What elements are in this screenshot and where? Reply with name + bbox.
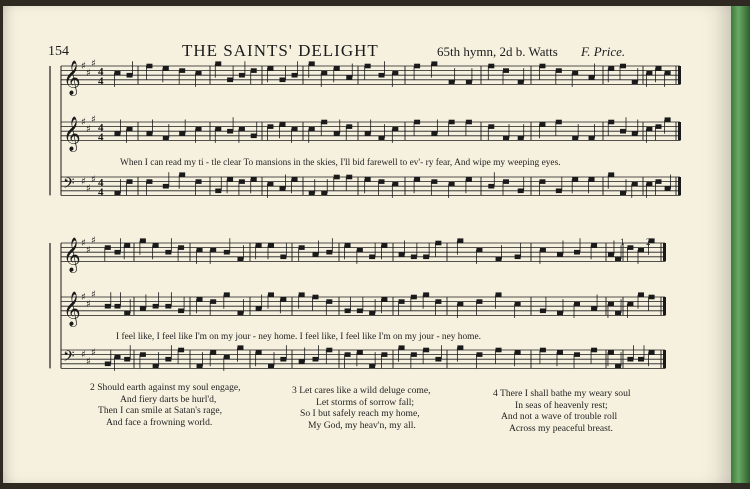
note-head [665, 186, 671, 191]
note-head [357, 248, 363, 253]
note-head [646, 127, 652, 132]
note-head [399, 345, 405, 350]
note-head [292, 73, 298, 78]
note-head [334, 66, 340, 71]
note-head [656, 66, 662, 71]
note-head [280, 255, 286, 260]
verse-line: And face a frowning world. [106, 416, 213, 428]
page-number: 154 [48, 44, 69, 59]
note-head [280, 297, 286, 302]
sharp-icon: ♯ [86, 67, 91, 79]
note-head [178, 245, 184, 250]
note-head [268, 292, 274, 297]
note-head [399, 299, 405, 304]
note-head [638, 357, 644, 362]
note-head [615, 364, 621, 369]
note-head [153, 364, 159, 369]
sharp-icon: ♯ [86, 183, 91, 195]
note-head [608, 252, 614, 257]
note-head [589, 177, 595, 182]
note-head [215, 189, 221, 194]
verse-2 [90, 382, 241, 428]
note-head [124, 311, 130, 316]
note-head [540, 348, 546, 353]
note-head [608, 302, 614, 307]
note-head [256, 350, 262, 355]
note-head [309, 127, 315, 132]
note-head [267, 66, 273, 71]
note-head [178, 309, 184, 314]
note-head [369, 255, 375, 260]
note-head [105, 304, 111, 309]
note-head [589, 136, 595, 141]
verse-line: And not a wave of trouble roll [501, 411, 618, 423]
note-head [153, 304, 159, 309]
note-head [239, 73, 245, 78]
note-head [539, 122, 545, 127]
note-head [210, 299, 216, 304]
sharp-icon: ♯ [91, 114, 96, 126]
note-head [369, 364, 375, 369]
note-head [197, 248, 203, 253]
note-head [556, 68, 562, 73]
note-head [656, 179, 662, 184]
final-bar-line [663, 297, 666, 315]
note-head [379, 136, 385, 141]
note-head [326, 299, 332, 304]
note-head [215, 61, 221, 66]
sharp-icon: ♯ [81, 61, 86, 72]
note-head [326, 250, 332, 255]
note-head [540, 248, 546, 253]
note-head [476, 352, 482, 357]
note-head [466, 177, 472, 182]
note-head [411, 255, 417, 260]
note-head [196, 71, 202, 76]
verse-line: And fiery darts be hurl'd, [120, 393, 217, 405]
note-head [379, 179, 385, 184]
note-head [365, 177, 371, 182]
note-head [518, 189, 524, 194]
note-head [591, 243, 597, 248]
sharp-icon: ♯ [91, 174, 96, 186]
note-head [608, 172, 614, 177]
note-head [615, 257, 621, 262]
note-head [431, 61, 437, 66]
note-head [646, 182, 652, 187]
note-head [197, 364, 203, 369]
verse-line: Across my peaceful breast. [509, 422, 613, 434]
note-head [556, 189, 562, 194]
note-head [627, 357, 633, 362]
sharp-icon: ♯ [81, 176, 86, 188]
note-head [179, 131, 185, 136]
note-head [357, 309, 363, 314]
lyrics-line-2: I feel like, I feel like I'm on my jour - ney home. I feel like, I feel like I'm on my jour - ney home. [116, 332, 481, 342]
note-head [239, 127, 245, 132]
note-head [346, 75, 352, 80]
note-head [435, 299, 441, 304]
note-head [411, 352, 417, 357]
note-head [309, 61, 315, 66]
note-head [153, 243, 159, 248]
note-head [251, 177, 257, 182]
note-head [557, 252, 563, 257]
note-head [431, 131, 437, 136]
note-head [105, 245, 111, 250]
note-head [665, 117, 671, 122]
bass-clef-icon: 𝄢 [63, 347, 75, 369]
note-head [267, 124, 273, 129]
note-head [196, 179, 202, 184]
note-head [496, 257, 502, 262]
note-head [163, 184, 169, 189]
note-head [237, 311, 243, 316]
note-head [321, 191, 327, 196]
note-head [557, 311, 563, 316]
time-signature-top: 4 [98, 122, 104, 135]
note-head [556, 120, 562, 125]
note-head [392, 182, 398, 187]
sharp-icon: ♯ [86, 356, 91, 368]
note-head [313, 295, 319, 300]
note-head [237, 257, 243, 262]
note-head [457, 238, 463, 243]
note-head [146, 64, 152, 69]
note-head [572, 71, 578, 76]
note-head [309, 191, 315, 196]
time-signature-bottom: 4 [98, 131, 104, 144]
note-head [124, 243, 130, 248]
note-head [539, 64, 545, 69]
note-head [574, 302, 580, 307]
note-head [127, 127, 133, 132]
composer-name: F. Price. [581, 44, 626, 59]
verse-line: In seas of heavenly rest; [515, 399, 608, 411]
final-bar-line [663, 243, 666, 261]
note-head [239, 179, 245, 184]
verse-line: 2 Should earth against my soul engage, [90, 382, 241, 393]
note-head [423, 255, 429, 260]
final-bar-line [663, 350, 666, 368]
note-head [321, 120, 327, 125]
treble-clef-icon: 𝄞 [63, 116, 81, 152]
note-head [215, 127, 221, 132]
note-head [165, 304, 171, 309]
note-head [503, 136, 509, 141]
time-signature-bottom: 4 [98, 75, 104, 88]
note-head [365, 131, 371, 136]
note-head [414, 64, 420, 69]
note-head [237, 345, 243, 350]
note-head [449, 80, 455, 85]
note-head [503, 179, 509, 184]
sharp-icon: ♯ [91, 58, 96, 70]
note-head [435, 241, 441, 246]
time-signature-top: 4 [98, 177, 104, 190]
note-head [518, 136, 524, 141]
note-head [256, 243, 262, 248]
note-head [345, 309, 351, 314]
sharp-icon: ♯ [91, 347, 96, 359]
note-head [210, 248, 216, 253]
verse-line: 4 There I shall bathe my weary soul [493, 388, 631, 399]
note-head [140, 352, 146, 357]
note-head [435, 357, 441, 362]
note-head [574, 352, 580, 357]
note-head [665, 71, 671, 76]
sharp-icon: ♯ [86, 244, 91, 256]
note-head [540, 309, 546, 314]
note-head [414, 120, 420, 125]
note-head [334, 131, 340, 136]
note-head [627, 302, 633, 307]
note-head [146, 131, 152, 136]
note-head [515, 302, 521, 307]
sharp-icon: ♯ [91, 289, 96, 301]
note-head [163, 66, 169, 71]
note-head [299, 359, 305, 364]
note-head [115, 250, 121, 255]
note-head [466, 80, 472, 85]
bass-clef-icon: 𝄢 [63, 174, 75, 196]
verse-line: Let storms of sorrow fall; [316, 396, 415, 408]
time-signature-top: 4 [98, 66, 104, 79]
verse-line: So I but safely reach my home, [300, 408, 420, 420]
note-head [608, 66, 614, 71]
note-head [488, 184, 494, 189]
note-head [227, 129, 233, 134]
note-head [292, 177, 298, 182]
sharp-icon: ♯ [86, 123, 91, 135]
note-head [163, 136, 169, 141]
note-head [346, 124, 352, 129]
note-head [399, 252, 405, 257]
note-head [197, 297, 203, 302]
note-head [114, 71, 120, 76]
note-head [414, 177, 420, 182]
note-head [165, 250, 171, 255]
verse-line: My God, my heav'n, my all. [308, 419, 416, 431]
note-head [392, 127, 398, 132]
final-bar-line [678, 177, 681, 195]
note-head [589, 75, 595, 80]
note-head [210, 350, 216, 355]
note-head [620, 129, 626, 134]
sharp-icon: ♯ [81, 349, 86, 361]
note-head [224, 250, 230, 255]
note-head [392, 71, 398, 76]
note-head [457, 345, 463, 350]
note-head [224, 292, 230, 297]
note-head [280, 186, 286, 191]
note-head [115, 355, 121, 360]
note-head [127, 179, 133, 184]
note-head [326, 348, 332, 353]
note-head [449, 120, 455, 125]
note-head [114, 191, 120, 196]
second-ending-number: 2 [646, 237, 651, 247]
note-head [227, 78, 233, 83]
note-head [649, 295, 655, 300]
note-head [518, 80, 524, 85]
note-head [321, 71, 327, 76]
note-head [256, 306, 262, 311]
first-ending-number: 1 [620, 237, 625, 247]
note-head [114, 131, 120, 136]
note-head [632, 182, 638, 187]
note-head [431, 179, 437, 184]
note-head [574, 250, 580, 255]
note-head [488, 124, 494, 129]
note-head [365, 64, 371, 69]
note-head [105, 362, 111, 367]
note-head [196, 127, 202, 132]
note-head [140, 306, 146, 311]
note-head [381, 352, 387, 357]
note-head [649, 350, 655, 355]
note-head [268, 243, 274, 248]
note-head [140, 238, 146, 243]
note-head [381, 297, 387, 302]
note-head [115, 304, 121, 309]
note-head [457, 302, 463, 307]
final-bar-line [678, 122, 681, 140]
lyrics-line-1: When I can read my ti - tle clear To mansions in the skies, I'll bid farewell to ev'- ry fear, And wipe my weeping eyes. [120, 158, 561, 168]
note-head [334, 175, 340, 180]
note-head [280, 357, 286, 362]
sharp-icon: ♯ [81, 238, 86, 249]
note-head [267, 182, 273, 187]
note-head [496, 348, 502, 353]
note-head [357, 350, 363, 355]
note-head [345, 352, 351, 357]
sharp-icon: ♯ [81, 292, 86, 303]
note-head [178, 348, 184, 353]
note-head [539, 179, 545, 184]
final-bar-line [678, 66, 681, 84]
note-head [179, 68, 185, 73]
note-head [127, 73, 133, 78]
note-head [515, 255, 521, 260]
note-head [557, 350, 563, 355]
note-head [124, 357, 130, 362]
note-head [591, 306, 597, 311]
note-head [313, 357, 319, 362]
note-head [224, 355, 230, 360]
note-head [638, 292, 644, 297]
note-head [591, 348, 597, 353]
note-head [476, 299, 482, 304]
note-head [608, 120, 614, 125]
note-head [292, 127, 298, 132]
treble-clef-icon: 𝄞 [63, 237, 81, 273]
note-head [572, 136, 578, 141]
note-head [299, 292, 305, 297]
note-head [608, 350, 614, 355]
note-head [515, 350, 521, 355]
note-head [466, 120, 472, 125]
note-head [280, 122, 286, 127]
note-head [615, 311, 621, 316]
note-head [381, 243, 387, 248]
note-head [620, 64, 626, 69]
note-head [379, 73, 385, 78]
time-signature-bottom: 4 [98, 186, 104, 199]
note-head [179, 172, 185, 177]
note-head [146, 179, 152, 184]
note-head [369, 311, 375, 316]
note-head [345, 243, 351, 248]
note-head [346, 175, 352, 180]
note-head [280, 78, 286, 83]
note-head [496, 292, 502, 297]
note-head [268, 364, 274, 369]
verse-4 [493, 388, 631, 434]
note-head [632, 131, 638, 136]
note-head [411, 295, 417, 300]
note-head [449, 182, 455, 187]
note-head [646, 71, 652, 76]
hymn-title: THE SAINTS' DELIGHT [182, 41, 379, 60]
note-head [638, 248, 644, 253]
sharp-icon: ♯ [81, 117, 86, 128]
treble-clef-icon: 𝄞 [63, 291, 81, 327]
hymn-meter: 65th hymn, 2d b. Watts [437, 44, 558, 59]
note-head [423, 348, 429, 353]
note-head [313, 252, 319, 257]
note-head [299, 245, 305, 250]
note-head [488, 64, 494, 69]
verse-3 [292, 385, 431, 431]
note-head [251, 134, 257, 139]
treble-clef-icon: 𝄞 [63, 60, 81, 96]
note-head [503, 68, 509, 73]
note-head [423, 292, 429, 297]
note-head [227, 177, 233, 182]
sharp-icon: ♯ [91, 235, 96, 247]
note-head [476, 248, 482, 253]
note-head [627, 245, 633, 250]
note-head [656, 124, 662, 129]
verse-line: Then I can smile at Satan's rage, [98, 405, 223, 417]
note-head [165, 357, 171, 362]
note-head [572, 177, 578, 182]
note-head [251, 68, 257, 73]
note-head [632, 80, 638, 85]
verse-line: 3 Let cares like a wild deluge come, [292, 385, 431, 396]
note-head [620, 191, 626, 196]
sharp-icon: ♯ [86, 298, 91, 310]
